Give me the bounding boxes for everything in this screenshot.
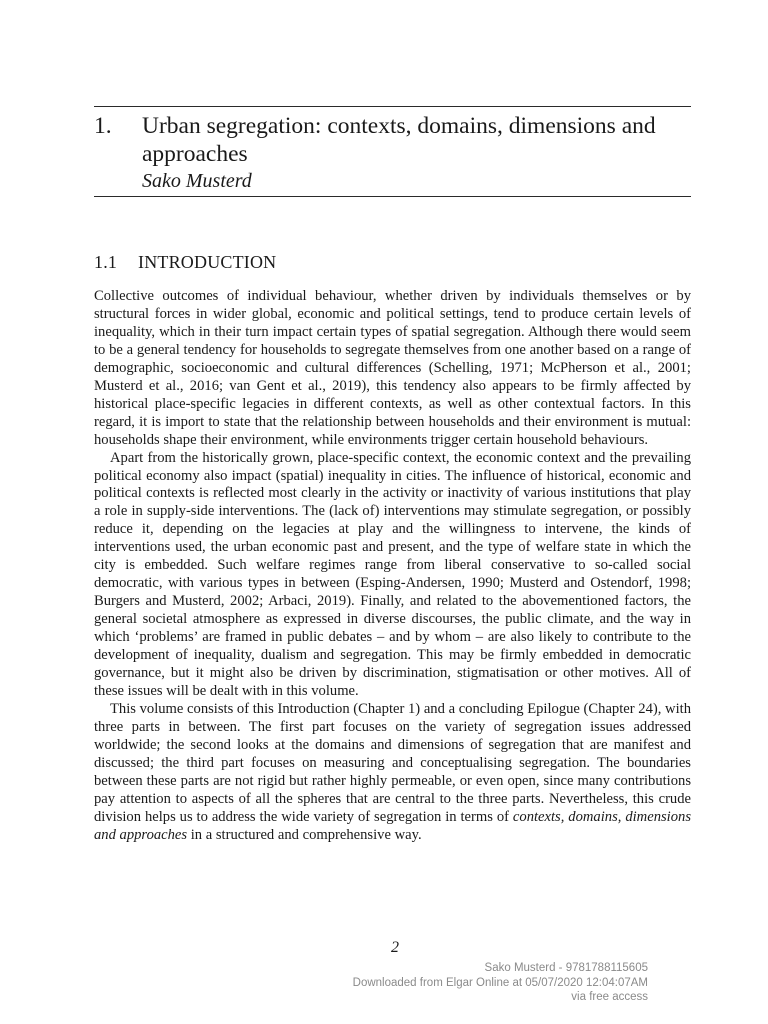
page-number: 2 xyxy=(391,939,399,956)
section-title: INTRODUCTION xyxy=(138,252,277,272)
footer-author-isbn: Sako Musterd - 9781788115605 xyxy=(484,962,648,974)
header-rule-top xyxy=(94,106,691,107)
chapter-author: Sako Musterd xyxy=(142,170,252,192)
chapter-number: 1. xyxy=(94,113,112,139)
download-footer xyxy=(353,961,648,1005)
paragraph-3 xyxy=(94,701,691,845)
paragraph-1: Collective outcomes of individual behaviour, whether driven by individuals themselves or by structural forces in wider global, economic and political settings, tend to produce certain levels of inequality, which in their turn impact certain types of spatial segregation. Although there would seem to be a general tendency for households to segregate themselves from one another based on a range of demographic, socioeconomic and cultural differences (Schelling, 1971; McPherson et al., 2001; Musterd et al., 2016; van Gent et al., 2019), this tendency also appears to be firmly affected by historical place-specific legacies in different contexts, as well as other contextual factors. In this regard, it is import to state that the relationship between households and their environment is mutual: households shape their environment, while environments trigger certain household behaviours. xyxy=(94,288,691,448)
body-text xyxy=(94,288,691,845)
footer-download-info: Downloaded from Elgar Online at 05/07/2020 12:04:07AM xyxy=(352,976,648,989)
paragraph-3-end: in a structured and comprehensive way. xyxy=(187,826,422,843)
chapter-title-text: Urban segregation: contexts, domains, dimensions and approaches xyxy=(142,113,656,167)
section-number: 1.1 xyxy=(94,252,118,272)
paragraph-3-emphasis: contexts, domains, dimensions and approaches xyxy=(94,808,691,843)
footer-access-info: via free access xyxy=(571,991,648,1003)
header-rule-bottom xyxy=(94,196,691,197)
section-heading xyxy=(94,250,276,274)
paragraph-2: Apart from the historically grown, place-specific context, the economic context and the prevailing political economy also impact (spatial) inequality in cities. The influence of historical, economic and political contexts is reflected most clearly in the activity or inactivity of various institutions that play a role in supply-side interventions. The (lack of) interventions may stimulate segregation, or possibly reduce it, depending on the legacies at play and the willingness to intervene, the kinds of interventions used, the urban economic past and present, and the type of welfare state in which the city is embedded. Such welfare regimes range from liberal conservative to so-called social democratic, with various types in between (Esping-Andersen, 1990; Musterd and Ostendorf, 1998; Burgers and Musterd, 2002; Arbaci, 2019). Finally, and related to the abovementioned factors, the general societal atmosphere as expressed in diverse discourses, the public climate, and the way in which ‘problems’ are framed in public debates – and by whom – are also likely to contribute to the development of inequality, dualism and segregation. This may be firmly embedded in democratic governance, but it might also be driven by discrimination, stigmatisation or other motives. All of these issues will be dealt with in this volume. xyxy=(94,449,691,699)
paragraph-3-start: This volume consists of this Introduction (Chapter 1) and a concluding Epilogue (Chapter 24), with three parts in between. The first part focuses on the variety of segregation issues addressed worldwide; the second looks at the domains and dimensions of segregation that are manifest and discussed; the third part focuses on measuring and conceptualising segregation. The boundaries between these parts are not rigid but rather highly permeable, or even open, since many contributions pay attention to aspects of all the spheres that are central to the three parts. Nevertheless, this crude division helps us to address the wide variety of segregation in terms of xyxy=(94,700,691,825)
